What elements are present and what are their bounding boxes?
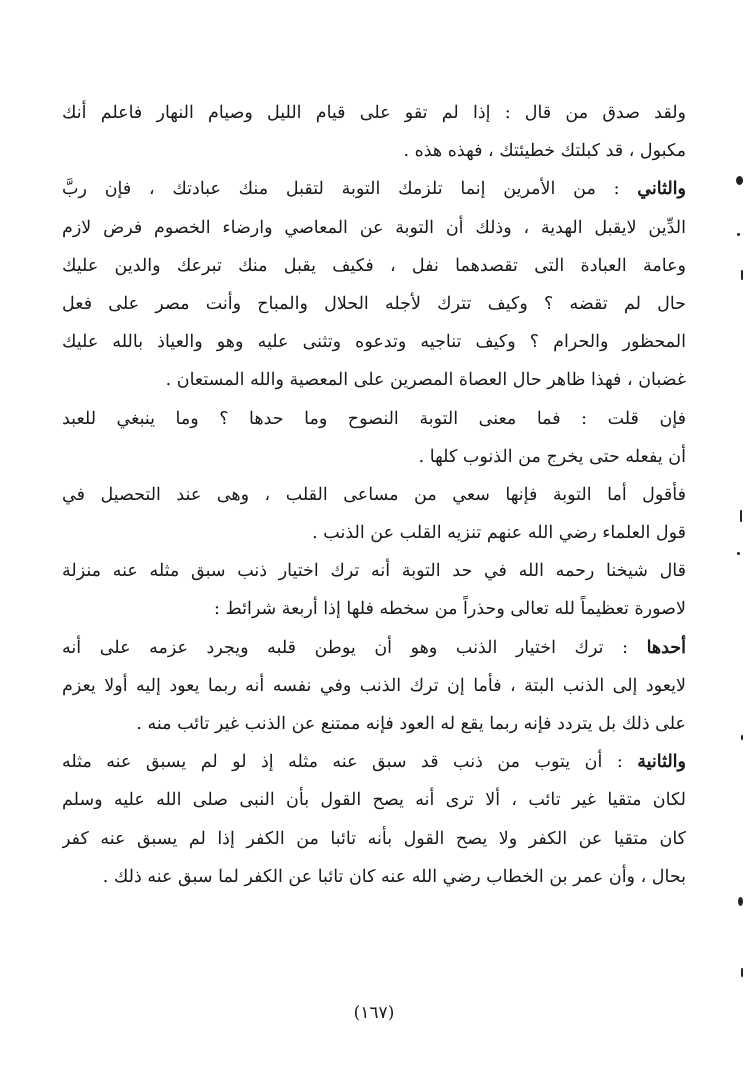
text-line: قول العلماء رضي الله عنهم تنزيه القلب عن الذنب .	[312, 523, 686, 544]
text-line: المحظور والحرام ؟ وكيف تناجيه وتدعوه وتثنى عليه وهو والعياذ بالله عليك	[62, 332, 686, 353]
scan-artifact	[738, 897, 743, 906]
section-lead: والثانية	[637, 752, 686, 773]
body-text	[62, 94, 686, 896]
text-line: أحدها : ترك اختيار الذنب وهو أن يوطن قلبه ويجرد عزمه على أنه	[62, 637, 686, 658]
text-line: قال شيخنا رحمه الله في حد التوبة أنه ترك اختيار ذنب سبق مثله عنه منزلة	[62, 561, 686, 582]
text-line: لايعود إلى الذنب البتة ، فأما إن ترك الذنب وفي نفسه أنه ربما يعود إليه أولا يعزم	[62, 675, 686, 696]
scan-artifact	[740, 510, 742, 522]
section-lead: أحدها	[646, 637, 686, 658]
text-line: أن يفعله حتى يخرج من الذنوب كلها .	[418, 446, 686, 467]
scan-artifact	[736, 176, 743, 185]
text-line: الدِّين لايقبل الهدية ، وذلك أن التوبة عن المعاصي وارضاء الخصوم فرض لازم	[62, 217, 686, 238]
text-line: والثاني : من الأمرين إنما تلزمك التوبة لتقبل منك عبادتك ، فإن ربَّ	[62, 179, 686, 200]
scan-artifact	[741, 270, 743, 280]
page-number: (١٦٧)	[353, 1003, 395, 1023]
scan-artifact	[741, 735, 743, 740]
section-lead: والثاني	[637, 179, 686, 200]
text-line: فأقول أما التوبة فإنها سعي من مساعى القلب ، وهى عند التحصيل في	[62, 484, 686, 505]
text-line: بحال ، وأن عمر بن الخطاب رضي الله عنه كان تائبا عن الكفر لما سبق عنه ذلك .	[102, 866, 686, 887]
text-line: لاصورة تعظيماً لله تعالى وحذراً من سخطه فلها إذا أربعة شرائط :	[214, 599, 686, 620]
text-line: لكان متقيا غير تائب ، ألا ترى أنه يصح القول بأن النبى صلى الله عليه وسلم	[62, 790, 686, 811]
scan-artifact	[737, 233, 740, 236]
scan-artifact	[737, 552, 740, 555]
text-line: مكبول ، قد كبلتك خطيئتك ، فهذه هذه .	[403, 141, 686, 162]
text-line: حال لم تقضه ؟ وكيف تترك لأجله الحلال والمباح وأنت مصر على فعل	[62, 293, 686, 314]
scan-artifact	[741, 968, 743, 977]
text-line: غضبان ، فهذا ظاهر حال العصاة المصرين على المعصية والله المستعان .	[165, 370, 686, 391]
text-line: ولقد صدق من قال : إذا لم تقو على قيام الليل وصيام النهار فاعلم أنك	[62, 103, 686, 123]
text-line: وعامة العبادة التى تقصدهما نفل ، فكيف يقبل منك تبرعك والدين عليك	[62, 255, 686, 276]
text-line: فإن قلت : فما معنى التوبة النصوح وما حدها ؟ وما ينبغي للعبد	[62, 408, 686, 429]
text-line: والثانية : أن يتوب من ذنب قد سبق عنه مثله إذ لو لم يسبق عنه مثله	[62, 752, 686, 773]
text-line: كان متقيا عن الكفر ولا يصح القول بأنه تائبا من الكفر إذا لم يسبق عنه كفر	[62, 828, 686, 849]
text-line: على ذلك بل يتردد فإنه ربما يقع له العود فإنه ممتنع عن الذنب غير تائب منه .	[136, 714, 686, 734]
